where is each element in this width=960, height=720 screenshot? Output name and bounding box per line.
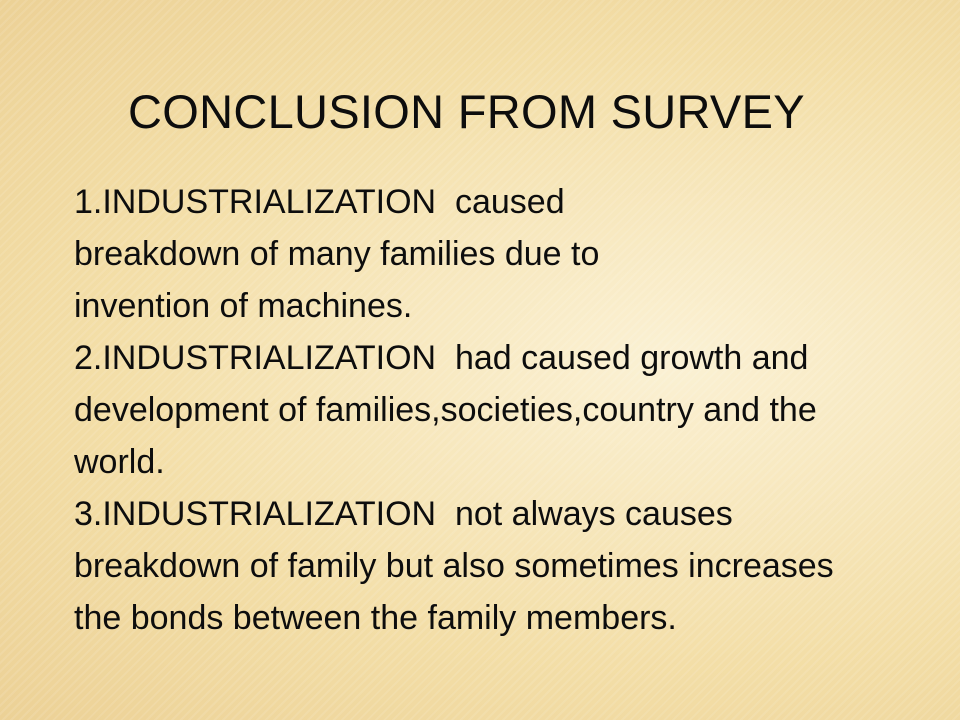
slide-title: CONCLUSION FROM SURVEY bbox=[128, 85, 805, 138]
conclusion-point: 2.INDUSTRIALIZATION had caused growth and development of families,societies,country and the world. bbox=[74, 339, 827, 481]
conclusion-list bbox=[74, 176, 934, 644]
conclusion-point: 1.INDUSTRIALIZATION caused breakdown of many families due to invention of machines. bbox=[74, 183, 609, 325]
conclusion-point: 3.INDUSTRIALIZATION not always causes breakdown of family but also sometimes increases the bonds between the family members. bbox=[74, 495, 844, 637]
